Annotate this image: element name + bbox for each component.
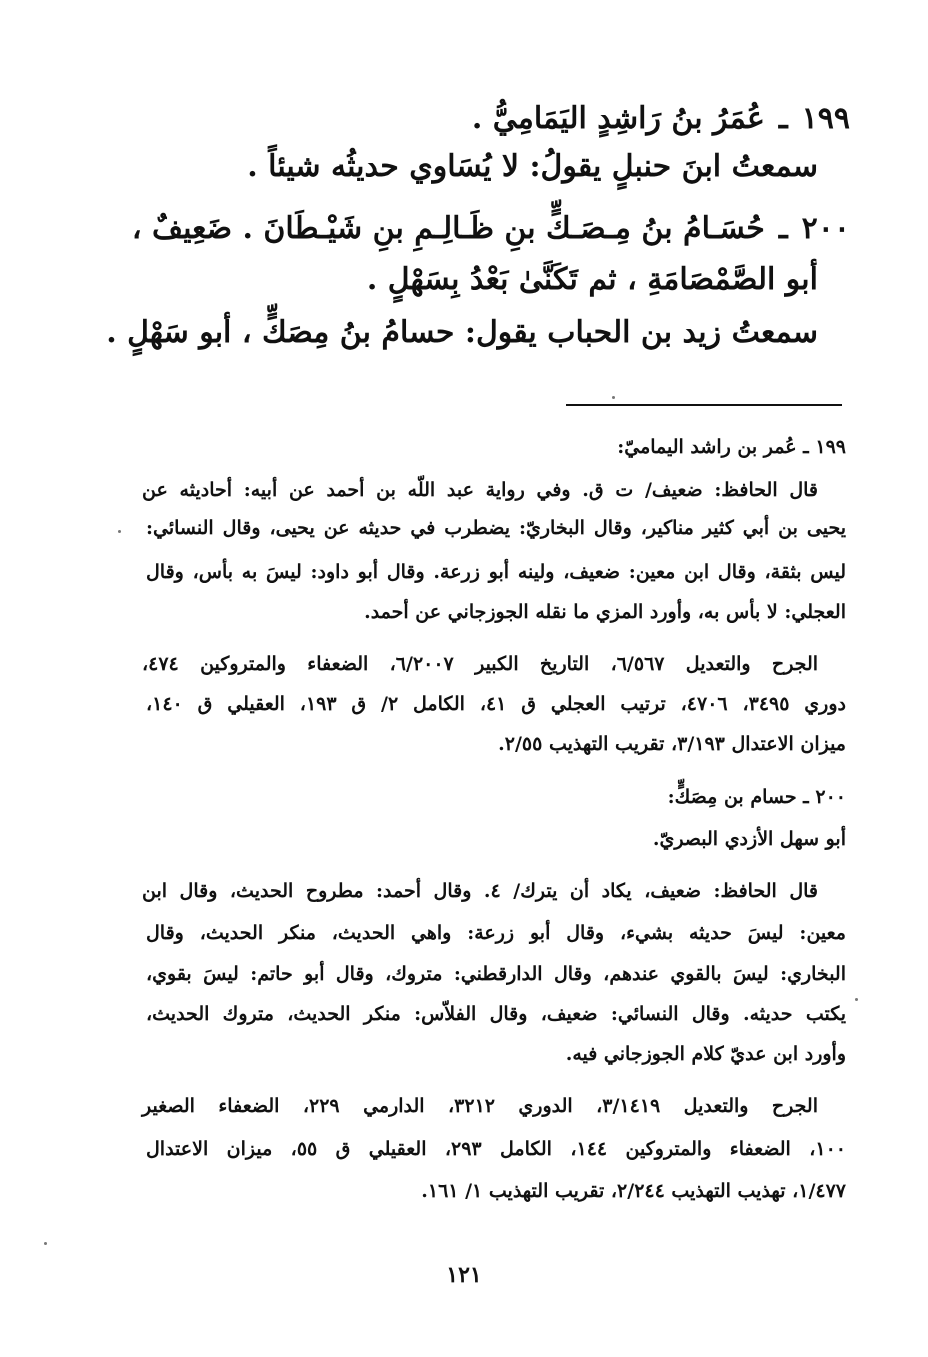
entry-200-title [80,211,850,246]
entry-dash: ـ [778,211,788,246]
footnote-200-line: قال الحافظ: ضعيف، يكاد أن يترك/ ٤. وقال أحمد: مطروح الحديث، وقال ابن [142,880,818,902]
footnote-199-source: ميزان الاعتدال ٣/١٩٣، تقريب التهذيب ٢/٥٥. [498,733,846,755]
footnote-199-line: العجلي: لا بأس به، وأورد المزي ما نقله الجوزجاني عن أحمد. [364,601,846,623]
footnote-200-line: البخاري: ليسَ بالقوي عندهم، وقال الدارقطني: متروك، وقال أبو حاتم: ليسَ بقوي، [146,963,846,985]
footnote-200-subheading: أبو سهل الأزدي البصريّ. [652,828,846,850]
scan-speck [612,396,615,399]
entry-199-quote: سمعتُ ابنَ حنبلٍ يقولُ: لا يُسَاوي حديثُه شيئاً . [247,149,818,184]
narrator-name: حُسَـامُ بنُ مِـصَـكٍّ بنِ ظَـالِـمِ بنِ شَيْـطَانَ . ضَعِيفٌ ، [131,211,765,246]
scan-speck [118,530,121,533]
footnote-199-line: يحيى بن أبي كثير مناكير، وقال البخاريّ: يضطرب في حديثه عن يحيى، وقال النسائي: [146,517,846,539]
footnote-199-source: دوري ٣٤٩٥، ٤٧٠٦، ترتيب العجلي ق ٤١، الكامل ٢/ ق ١٩٣، العقيلي ق ١٤٠، [146,693,846,715]
footnote-200-source: ١٠٠، الضعفاء والمتروكين ١٤٤، الكامل ٢٩٣، العقيلي ق ٥٥، ميزان الاعتدال [146,1138,846,1160]
entry-number: ١٩٩ [801,101,850,136]
footnote-200-heading: ٢٠٠ ـ حسام بن مِصَكٍّ: [667,786,846,808]
narrator-name: عُمَرُ بنُ رَاشِدٍ اليَمَامِيُّ . [471,101,765,136]
entry-199-title [80,101,850,136]
footnote-separator [566,404,842,406]
footnote-199-line: ليس بثقة، وقال ابن معين: ضعيف، ولينه أبو زرعة. وقال أبو داود: ليسَ به بأس، وقال [146,561,846,583]
scan-speck [44,1242,47,1245]
footnote-200-line: يكتب حديثه. وقال النسائي: ضعيف، وقال الفلاّس: منكر الحديث، متروك الحديث، [146,1003,846,1025]
footnote-199-source: الجرح والتعديل ٦/٥٦٧، التاريخ الكبير ٦/٢٠٠٧، الضعفاء والمتروكين ٤٧٤، [142,653,819,675]
footnote-200-line: معين: ليسَ حديثه بشيء، وقال أبو زرعة: واهي الحديث، منكر الحديث، وقال [146,922,846,944]
entry-200-quote: سمعتُ زيد بن الحباب يقول: حسامُ بنُ مِصَكٍّ ، أبو سَهْلٍ . [106,315,818,350]
entry-200-kunya: أبو الصَّمْصَامَةِ ، ثم تَكَنَّىٰ بَعْدُ بِسَهْلٍ . [366,262,818,297]
footnote-199-line: قال الحافظ: ضعيف/ ت ق. وفي رواية عبد اللّه بن أحمد عن أبيه: أحاديثه عن [142,479,818,501]
scan-speck [855,998,858,1001]
footnote-199-heading: ١٩٩ ـ عُمر بن راشد اليماميّ: [617,436,846,458]
page-number: ١٢١ [446,1262,482,1288]
entry-dash: ـ [778,101,788,136]
footnote-200-line: وأورد ابن عديّ كلام الجوزجاني فيه. [565,1043,846,1065]
footnote-200-source: الجرح والتعديل ٣/١٤١٩، الدوري ٣٢١٢، الدارمي ٢٢٩، الضعفاء الصغير [142,1095,818,1117]
footnote-200-source: ١/٤٧٧، تهذيب التهذيب ٢/٢٤٤، تقريب التهذيب ١/ ١٦١. [421,1180,846,1202]
entry-number: ٢٠٠ [801,211,850,246]
